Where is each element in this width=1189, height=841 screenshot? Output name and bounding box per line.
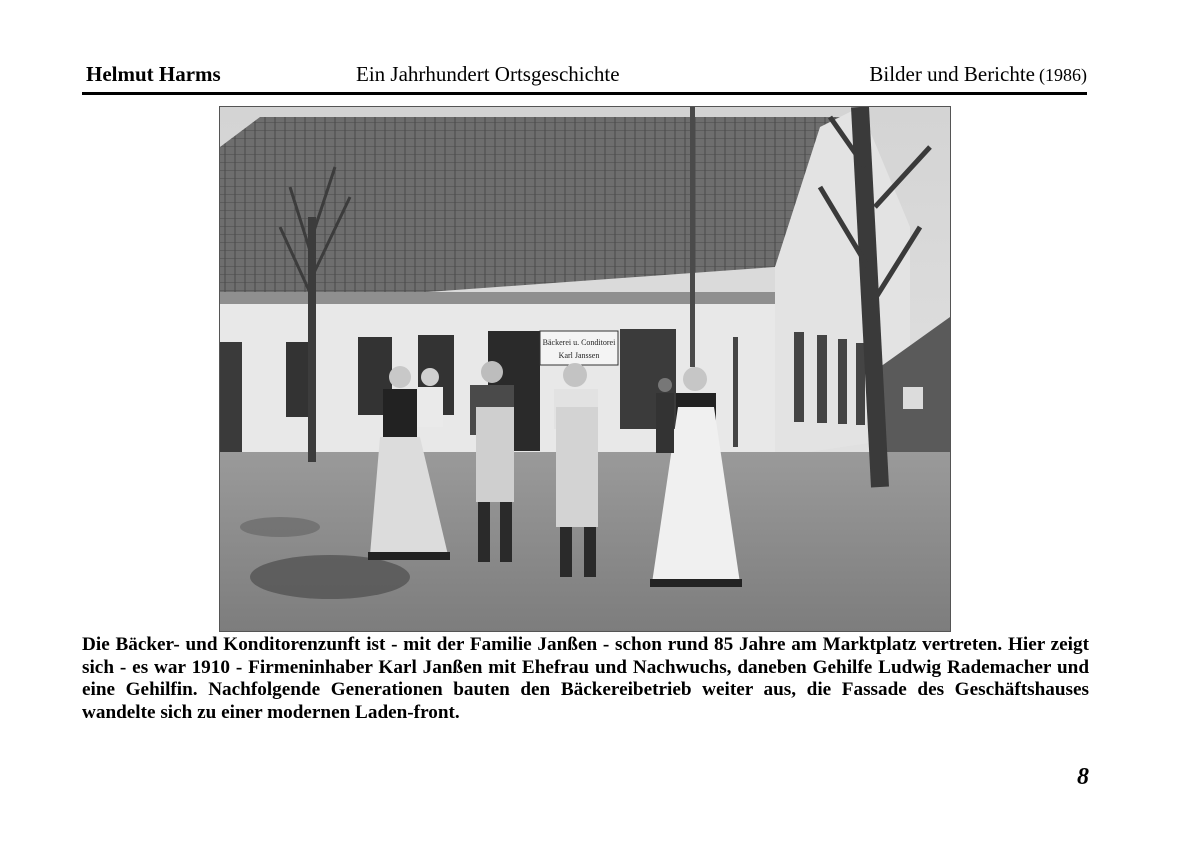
window — [856, 343, 865, 425]
post — [733, 337, 738, 447]
shop-sign-line1: Bäckerei u. Conditorei — [542, 338, 616, 347]
header-author: Helmut Harms — [86, 62, 221, 86]
header-year: (1986) — [1039, 65, 1087, 85]
window — [838, 339, 847, 424]
historic-photo — [219, 106, 951, 632]
photo-illustration — [220, 107, 950, 631]
photo-caption: Die Bäcker- und Konditorenzunft ist - mit der Familie Janßen - schon rund 85 Jahre am Marktplatz vertreten. Hier zeigt sich - es war 1910 - Firmeninhaber Karl Janßen mit Ehefrau und Nachwuchs, daneben Gehilfe Ludwig Rademacher und eine Gehilfin. Nachfolgende Generationen bauten den Bäckereibetrieb weiter aus, die Fassade des Geschäftshauses wandelte sich zu einer modernen Laden-front. — [82, 634, 1089, 723]
shop-sign-line2: Karl Janssen — [558, 351, 600, 360]
page-header — [84, 60, 1087, 90]
page-number: 8 — [1077, 764, 1089, 790]
window — [817, 335, 827, 423]
lamp-pole — [690, 107, 695, 367]
header-rule — [82, 92, 1087, 95]
door-left — [220, 342, 242, 452]
header-series-title: Bilder und Berichte — [869, 62, 1035, 86]
header-series — [869, 62, 1087, 87]
window — [903, 387, 923, 409]
puddle — [240, 517, 320, 537]
puddle — [250, 555, 410, 599]
header-book-title: Ein Jahrhundert Ortsgeschichte — [356, 62, 620, 86]
window — [794, 332, 804, 422]
